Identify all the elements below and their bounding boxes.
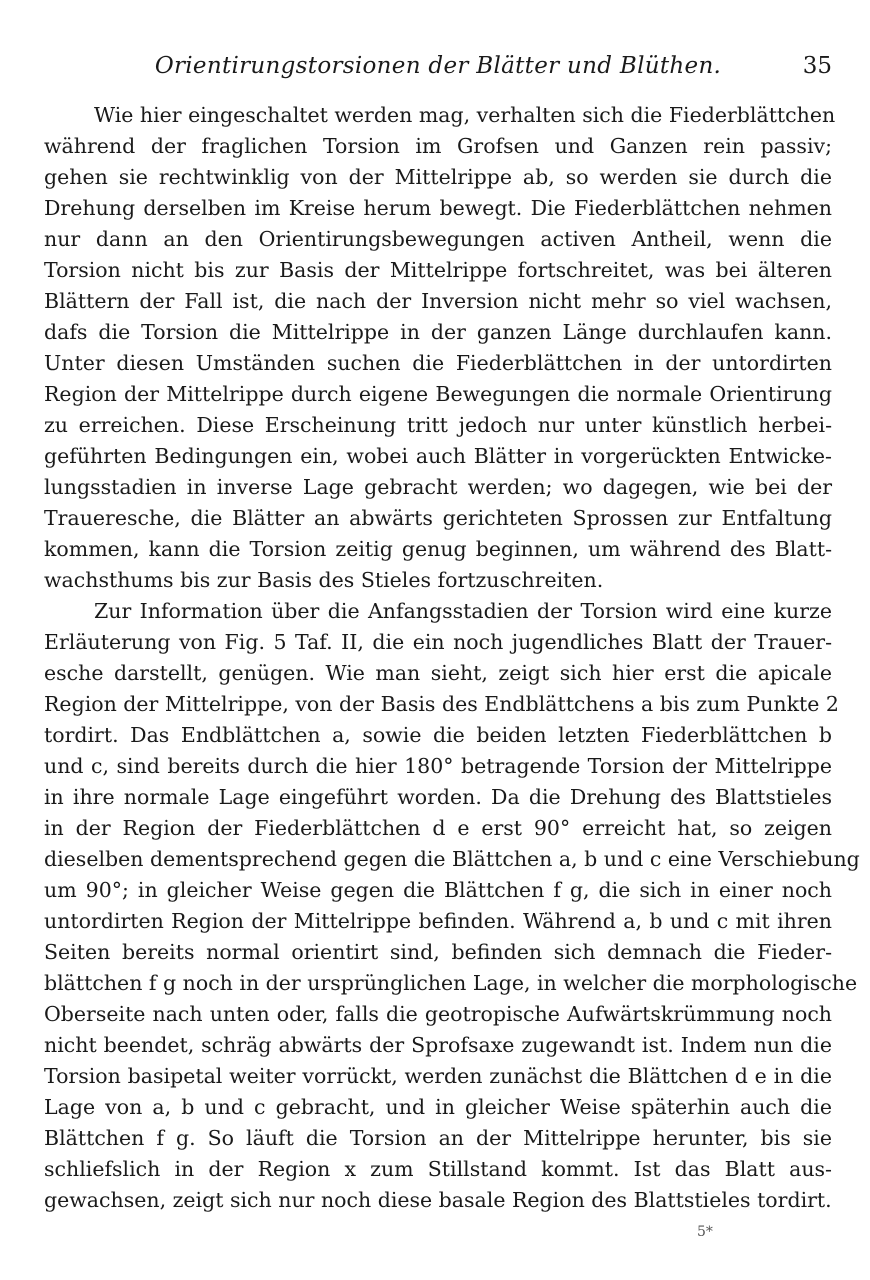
text-line: Oberseite nach unten oder, falls die geotropische Aufwärtskrümmung noch (44, 1002, 832, 1026)
text-line: während der fraglichen Torsion im Grofsen und Ganzen rein passiv; (44, 134, 832, 158)
text-line: Region der Mittelrippe, von der Basis des Endblättchens a bis zum Punkte 2 (44, 692, 839, 716)
text-line: nur dann an den Orientirungsbewegungen activen Antheil, wenn die (44, 227, 832, 251)
text-line: in ihre normale Lage eingeführt worden. Da die Drehung des Blattstieles (44, 785, 832, 809)
body-text (44, 100, 860, 1216)
text-line: kommen, kann die Torsion zeitig genug beginnen, um während des Blatt- (44, 537, 832, 561)
text-line: schliefslich in der Region x zum Stillstand kommt. Ist das Blatt aus- (44, 1157, 832, 1181)
text-line: gewachsen, zeigt sich nur noch diese basale Region des Blattstieles tordirt. (44, 1188, 832, 1212)
running-title: Orientirungstorsionen der Blätter und Blüthen. (154, 53, 722, 79)
text-line: untordirten Region der Mittelrippe befinden. Während a, b und c mit ihren (44, 909, 832, 933)
text-line: Wie hier eingeschaltet werden mag, verhalten sich die Fiederblättchen (94, 103, 836, 127)
text-line: Drehung derselben im Kreise herum bewegt. Die Fiederblättchen nehmen (44, 196, 832, 220)
text-line: Region der Mittelrippe durch eigene Bewegungen die normale Orientirung (44, 382, 832, 406)
text-line: in der Region der Fiederblättchen d e erst 90° erreicht hat, so zeigen (44, 816, 832, 840)
page-number: 35 (802, 53, 832, 79)
text-line: dafs die Torsion die Mittelrippe in der ganzen Länge durchlaufen kann. (44, 320, 832, 344)
text-line: Unter diesen Umständen suchen die Fiederblättchen in der untordirten (44, 351, 832, 375)
text-line: dieselben dementsprechend gegen die Blättchen a, b und c eine Verschiebung (44, 847, 860, 871)
text-line: Blättern der Fall ist, die nach der Inversion nicht mehr so viel wachsen, (44, 289, 832, 313)
text-line: um 90°; in gleicher Weise gegen die Blättchen f g, die sich in einer noch (44, 878, 832, 902)
text-line: Erläuterung von Fig. 5 Taf. II, die ein noch jugendliches Blatt der Trauer- (44, 630, 832, 654)
page-header (44, 50, 832, 82)
text-line: gehen sie rechtwinklig von der Mittelrippe ab, so werden sie durch die (44, 165, 832, 189)
text-line: Blättchen f g. So läuft die Torsion an der Mittelrippe herunter, bis sie (44, 1126, 832, 1150)
text-line: esche darstellt, genügen. Wie man sieht, zeigt sich hier erst die apicale (44, 661, 832, 685)
text-line: nicht beendet, schräg abwärts der Sprofsaxe zugewandt ist. Indem nun die (44, 1033, 832, 1057)
text-line: zu erreichen. Diese Erscheinung tritt jedoch nur unter künstlich herbei- (44, 413, 832, 437)
text-line: blättchen f g noch in der ursprünglichen Lage, in welcher die morphologische (44, 971, 858, 995)
text-line: wachsthums bis zur Basis des Stieles fortzuschreiten. (44, 568, 604, 592)
text-line: Torsion nicht bis zur Basis der Mittelrippe fortschreitet, was bei älteren (44, 258, 832, 282)
text-line: Torsion basipetal weiter vorrückt, werden zunächst die Blättchen d e in die (44, 1064, 832, 1088)
text-line: Traueresche, die Blätter an abwärts gerichteten Sprossen zur Entfaltung (44, 506, 832, 530)
text-line: geführten Bedingungen ein, wobei auch Blätter in vorgerückten Entwicke- (44, 444, 832, 468)
text-line: Lage von a, b und c gebracht, und in gleicher Weise späterhin auch die (44, 1095, 832, 1119)
text-line: Seiten bereits normal orientirt sind, befinden sich demnach die Fieder- (44, 940, 832, 964)
signature-mark: 5* (697, 1224, 713, 1240)
text-line: tordirt. Das Endblättchen a, sowie die beiden letzten Fiederblättchen b (44, 723, 832, 747)
text-line: lungsstadien in inverse Lage gebracht werden; wo dagegen, wie bei der (44, 475, 832, 499)
text-line: Zur Information über die Anfangsstadien der Torsion wird eine kurze (94, 599, 832, 623)
text-line: und c, sind bereits durch die hier 180° betragende Torsion der Mittelrippe (44, 754, 832, 778)
